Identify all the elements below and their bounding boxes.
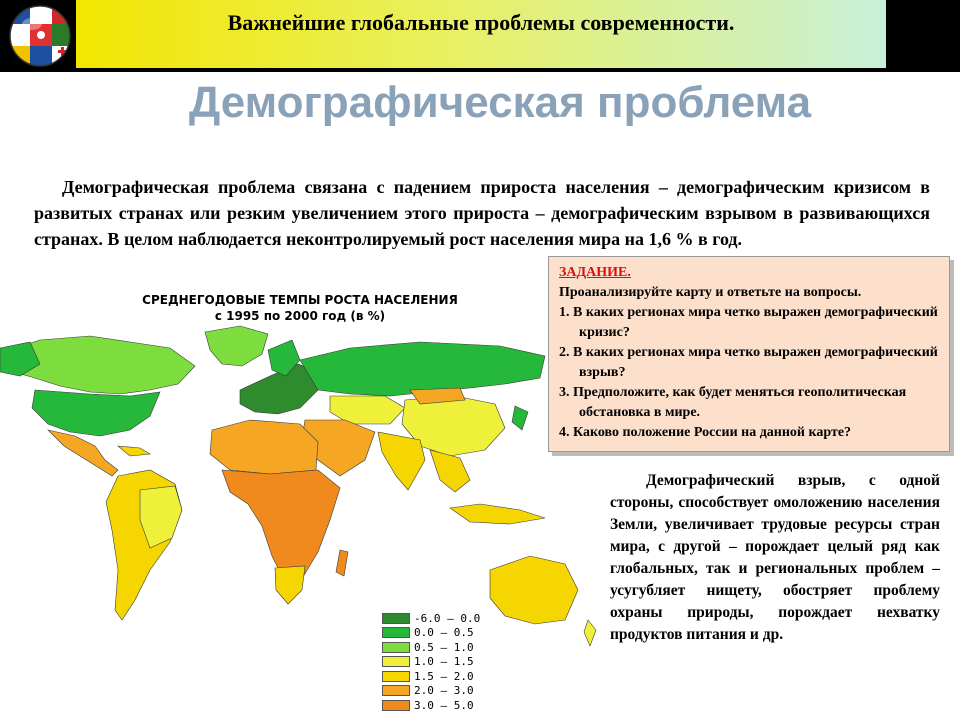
region-usa <box>32 390 160 436</box>
legend-label: 1.5 – 2.0 <box>414 669 474 683</box>
legend-label: -6.0 – 0.0 <box>414 611 481 625</box>
legend-label: 2.0 – 3.0 <box>414 684 474 698</box>
world-population-growth-map <box>0 320 600 712</box>
legend-swatch <box>382 627 410 638</box>
task-question: 2. В каких регионах мира четко выражен демографический взрыв? <box>559 345 938 380</box>
legend-label: 1.0 – 1.5 <box>414 655 474 669</box>
region-greenland <box>205 326 268 366</box>
legend-row <box>382 655 482 670</box>
region-south-africa <box>275 566 305 604</box>
legend-row <box>382 640 482 655</box>
legend-label: 3.0 – 5.0 <box>414 698 474 712</box>
task-question: 3. Предположите, как будет меняться геополитическая обстановка в мире. <box>559 385 907 420</box>
region-central-africa <box>222 470 340 582</box>
region-madagascar <box>336 550 348 576</box>
legend-label: 0.5 – 1.0 <box>414 640 474 654</box>
header-title-box <box>76 0 886 68</box>
region-caribbean <box>118 446 150 456</box>
map-legend <box>382 611 482 713</box>
task-question: 1. В каких регионах мира четко выражен демографический кризис? <box>559 305 938 340</box>
region-india <box>378 432 425 490</box>
legend-label: 0.0 – 0.5 <box>414 626 474 640</box>
task-box <box>548 256 950 452</box>
map-title-line1: СРЕДНЕГОДОВЫЕ ТЕМПЫ РОСТА НАСЕЛЕНИЯ <box>142 293 458 307</box>
intro-paragraph: Демографическая проблема связана с падением прироста населения – демографическим кризисом в развитых странах или резким увеличением этого прироста – демографическим взрывом в развивающихся странах. В целом наблюдается неконтролируемый рост населения мира на 1,6 % в год. <box>34 177 930 249</box>
task-title: ЗАДАНИЕ. <box>559 265 631 280</box>
task-intro: Проанализируйте карту и ответьте на вопросы. <box>559 285 862 300</box>
legend-swatch <box>382 671 410 682</box>
region-australia <box>490 556 578 624</box>
legend-swatch <box>382 613 410 624</box>
legend-row <box>382 626 482 641</box>
region-japan <box>512 406 528 430</box>
legend-swatch <box>382 656 410 667</box>
map-title-line2: с 1995 по 2000 год (в %) <box>214 309 386 323</box>
page-title: Демографическая проблема <box>188 78 812 127</box>
legend-row <box>382 698 482 713</box>
side-paragraph: Демографический взрыв, с одной стороны, способствует омоложению населения Земли, увеличивает трудовые ресурсы стран мира, с другой – порождает целый ряд как глобальных, так и региональных проблем – усугубляет нищету, обостряет проблему охраны природы, порождает нехватку продуктов питания и др. <box>610 472 940 643</box>
region-central-america <box>48 430 118 476</box>
region-new-zealand <box>584 620 596 646</box>
legend-row <box>382 611 482 626</box>
legend-swatch <box>382 700 410 711</box>
legend-row <box>382 669 482 684</box>
header-title: Важнейшие глобальные проблемы современности. <box>227 10 735 35</box>
region-southeast-asia <box>430 450 470 492</box>
globe-flags-icon <box>8 4 72 68</box>
task-question: 4. Каково положение России на данной карте? <box>559 425 852 440</box>
region-indonesia <box>450 504 545 524</box>
legend-swatch <box>382 642 410 653</box>
region-north-africa <box>210 420 318 474</box>
legend-swatch <box>382 685 410 696</box>
legend-row <box>382 684 482 699</box>
region-russia <box>300 342 545 396</box>
header-bar <box>0 0 960 72</box>
